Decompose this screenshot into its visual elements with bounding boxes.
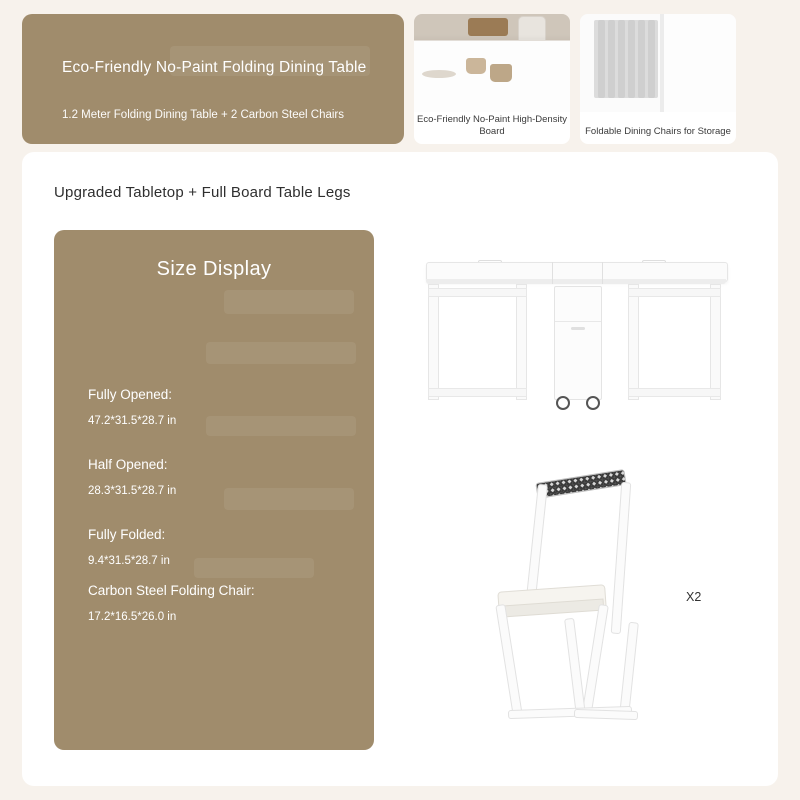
size-panel-heading: Size Display — [156, 258, 272, 280]
chair-front-leg-right — [581, 604, 609, 718]
top-banner-row — [22, 14, 778, 144]
table-rail-bottom-left — [428, 388, 527, 397]
chair-back-post-left — [526, 484, 548, 598]
table-leg-outer-left — [428, 284, 439, 400]
section-title: Upgraded Tabletop + Full Board Table Legs — [54, 184, 351, 201]
spec-fully-folded — [88, 526, 356, 569]
caster-wheel-right — [586, 396, 600, 410]
caster-wheel-left — [556, 396, 570, 410]
spec-value: 17.2*16.5*26.0 in — [88, 611, 177, 623]
thumbnail-card-tabletop[interactable] — [414, 14, 570, 144]
table-rail-top-left — [428, 288, 527, 297]
storage-cabinet — [554, 286, 602, 400]
hero-subtitle: 1.2 Meter Folding Dining Table + 2 Carbon Steel Chairs — [62, 109, 345, 121]
chair-foot-rail-rear — [574, 709, 638, 720]
spec-value: 28.3*31.5*28.7 in — [88, 485, 177, 497]
spec-label: Carbon Steel Folding Chair: — [88, 583, 255, 598]
folding-table-illustration — [410, 248, 740, 428]
cabinet-handle — [571, 327, 585, 330]
table-rail-top-right — [628, 288, 721, 297]
hero-title: Eco-Friendly No-Paint Folding Dining Table — [62, 59, 367, 76]
tabletop-closeup-photo — [414, 14, 570, 112]
tabletop-edge — [426, 279, 726, 284]
thumbnail-card-chairs[interactable] — [580, 14, 736, 144]
panel-decorative-block — [224, 290, 354, 314]
chair-back-post-right — [611, 482, 632, 634]
folded-chairs-storage-photo — [580, 14, 736, 112]
tabletop-seam-right — [602, 262, 603, 284]
spec-fully-opened — [88, 386, 356, 429]
folding-chair-illustration — [474, 472, 714, 742]
thumbnail-caption: Foldable Dining Chairs for Storage — [585, 126, 731, 137]
table-leg-inner-left — [516, 284, 527, 400]
spec-value: 9.4*31.5*28.7 in — [88, 555, 170, 567]
main-content-card — [22, 152, 778, 786]
chair-rear-leg-left — [564, 618, 586, 716]
spec-folding-chair — [88, 582, 356, 625]
table-rail-bottom-right — [628, 388, 721, 397]
panel-decorative-block — [206, 342, 356, 364]
chair-rear-leg-right — [619, 622, 639, 717]
table-leg-inner-right — [628, 284, 639, 400]
chair-quantity-label: X2 — [686, 590, 702, 604]
spec-half-opened — [88, 456, 356, 499]
tabletop-seam-left — [552, 262, 553, 284]
size-display-panel — [54, 230, 374, 750]
chair-backrest-cushion — [535, 469, 626, 499]
chair-front-leg-left — [495, 604, 522, 716]
thumbnail-caption: Eco-Friendly No-Paint High-Density Board — [417, 114, 567, 137]
spec-label: Fully Folded: — [88, 527, 166, 542]
spec-label: Half Opened: — [88, 457, 168, 472]
table-leg-outer-right — [710, 284, 721, 400]
spec-value: 47.2*31.5*28.7 in — [88, 415, 177, 427]
hero-banner — [22, 14, 404, 144]
cabinet-divider — [555, 321, 601, 322]
spec-label: Fully Opened: — [88, 387, 173, 402]
